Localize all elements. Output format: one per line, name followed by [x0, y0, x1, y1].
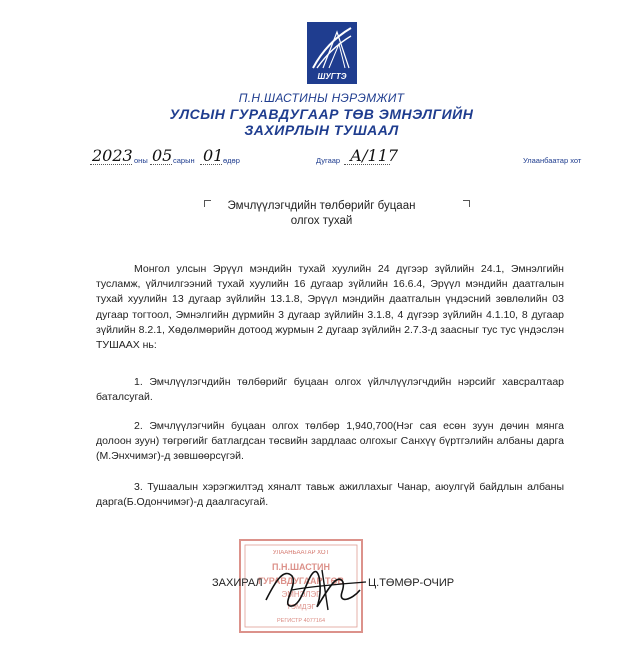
- order-item-2: 2. Эмчлүүлэгчийн буцаан олгох төлбөр 1,940,700(Нэг сая есөн зуун дөчин мянга долоон зуун) төгрөгийг батлагдсан төсвийн зардлаас олгохыг Санхүү бүртгэлийн албаны дарга (М.Энхчимэг)-д зөвшөөрсүгэй.: [96, 420, 564, 463]
- signatory-role: ЗАХИРАЛ: [212, 577, 263, 589]
- organization-name: П.Н.ШАСТИНЫ НЭРЭМЖИТ: [238, 91, 405, 105]
- stamp-line-2: ГУРАВДУГААР ТӨВ: [258, 576, 344, 586]
- intro-paragraph: Монгол улсын Эрүүл мэндийн тухай хуулийн 24 дүгээр зүйлийн 24.1, Эмнэлгийн тусламж, үйлчилгээний тухай хуулийн 16 дугаар зүйлийн 16.6.4, Эрүүл мэндийн даатгалын тухай хуулийн 13 дугаар зүйлийн 13.1.8, Эрүүл мэндийн даатгалын үндэсний зөвлөлийн 03 дугаар тогтоол, Эмнэлгийн дүрмийн 3 дугаар зүйлийн 3.1.8, 4 дүгээр зүйлийн 4.1.10, 8 дугаар зүйлийн 8.2.1, Хөдөлмөрийн дотоод журмын 2 дугаар зүйлийн 2.7.3-д заасныг тус тус үндэслэн ТУШААХ нь:: [96, 263, 564, 352]
- city-label: Улаанбаатар хот: [523, 156, 582, 165]
- stamp-line-4: ТЭМДЭГ: [286, 604, 316, 611]
- number-label: Дугаар: [316, 156, 341, 165]
- logo-text: ШУГТЭ: [317, 72, 347, 81]
- order-item-3: 3. Тушаалын хэрэгжилтэд хяналт тавьж ажиллахыг Чанар, аюулгүй байдлын албаны дарга(Б.Одончимэг)-д даалгасугай.: [96, 481, 564, 509]
- stamp-top-text: УЛААНБААТАР ХОТ: [272, 550, 330, 556]
- stamp-line-1: П.Н.ШАСТИН: [271, 562, 331, 572]
- subject-line-2: олгох тухай: [290, 215, 353, 227]
- subject-line-1: Эмчлүүлэгчдийн төлбөрийг буцаан: [227, 200, 416, 212]
- month-value: 05: [152, 146, 173, 165]
- hospital-name: УЛСЫН ГУРАВДУГААР ТӨВ ЭМНЭЛГИЙН: [169, 106, 474, 122]
- day-value: 01: [203, 146, 224, 165]
- day-label: өдөр: [223, 156, 240, 165]
- month-underline: [150, 164, 172, 165]
- handwritten-signature: [262, 560, 372, 620]
- order-item-1: 1. Эмчлүүлэгчдийн төлбөрийг буцаан олгох үйлчлүүлэгчдийн нэрсийг хавсралтаар баталсугай.: [96, 376, 564, 404]
- year-underline: [90, 164, 132, 165]
- year-value: 2023: [92, 146, 133, 165]
- hospital-logo: [307, 22, 357, 84]
- signatory-name: Ц.ТӨМӨР-ОЧИР: [368, 577, 455, 589]
- document-type: ЗАХИРЛЫН ТУШААЛ: [244, 122, 399, 138]
- stamp-registry: РЕГИСТР 4077164: [276, 618, 326, 624]
- day-underline: [200, 164, 222, 165]
- number-underline: [344, 164, 390, 165]
- order-number: А/117: [350, 146, 399, 165]
- month-label: сарын: [173, 156, 195, 165]
- date-line: [0, 148, 643, 168]
- year-label: оны: [134, 156, 148, 165]
- stamp-line-3: ЭМНЭЛЭГ: [281, 590, 321, 599]
